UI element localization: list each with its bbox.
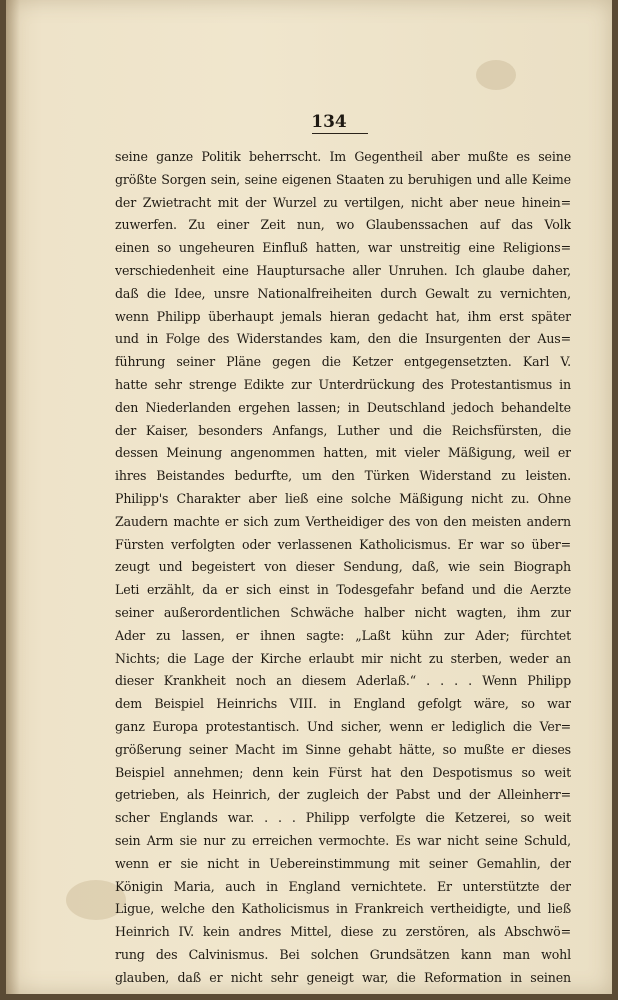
text-line: Nichts; die Lage der Kirche erlaubt mir nicht zu sterben, weder an	[115, 650, 571, 666]
text-line: der Kaiser, besonders Anfangs, Luther und die Reichsfürsten, die	[115, 422, 571, 438]
text-line: Philipp's Charakter aber ließ eine solche Mäßigung nicht zu. Ohne	[115, 490, 571, 506]
text-line: einen so ungeheuren Einfluß hatten, war unstreitig eine Religions=	[115, 240, 571, 256]
text-line: der Zwietracht mit der Wurzel zu vertilgen, nicht aber neue hinein=	[115, 194, 571, 210]
text-line: Heinrich IV. kein andres Mittel, diese zu zerstören, als Abschwö=	[115, 924, 571, 940]
text-line: dessen Meinung angenommen hatten, mit vieler Mäßigung, weil er	[115, 445, 571, 461]
text-line: glauben, daß er nicht sehr geneigt war, die Reformation in seinen	[115, 969, 571, 985]
text-line: wenn Philipp überhaupt jemals hieran gedacht hat, ihm erst später	[115, 308, 571, 324]
text-line: ganz Europa protestantisch. Und sicher, wenn er lediglich die Ver=	[115, 718, 571, 734]
text-line: seiner außerordentlichen Schwäche halber nicht wagten, ihm zur	[115, 604, 571, 620]
text-line: Königin Maria, auch in England vernichtete. Er unterstützte der	[115, 878, 571, 894]
text-line: zuwerfen. Zu einer Zeit nun, wo Glaubenssachen auf das Volk	[115, 217, 571, 233]
text-line: dem Beispiel Heinrichs VIII. in England gefolgt wäre, so war	[115, 696, 571, 712]
text-line: ihres Beistandes bedurfte, um den Türken Widerstand zu leisten.	[115, 468, 571, 484]
text-line: dieser Krankheit noch an diesem Aderlaß.“ . . . . Wenn Philipp	[115, 673, 571, 689]
text-line: Beispiel annehmen; denn kein Fürst hat den Despotismus so weit	[115, 764, 571, 780]
text-line: rung des Calvinismus. Bei solchen Grundsätzen kann man wohl	[115, 946, 571, 962]
page-number: 134	[311, 112, 347, 132]
text-line: getrieben, als Heinrich, der zugleich der Pabst und der Alleinherr=	[115, 787, 571, 803]
text-line: den Niederlanden ergehen lassen; in Deutschland jedoch behandelte	[115, 399, 571, 415]
text-line: Ader zu lassen, er ihnen sagte: „Laßt kühn zur Ader; fürchtet	[115, 627, 571, 643]
text-line: verschiedenheit eine Hauptursache aller Unruhen. Ich glaube daher,	[115, 262, 571, 278]
text-line: wenn er sie nicht in Uebereinstimmung mit seiner Gemahlin, der	[115, 855, 571, 871]
text-line: seine ganze Politik beherrscht. Im Gegentheil aber mußte es seine	[115, 149, 571, 164]
text-line: führung seiner Pläne gegen die Ketzer entgegensetzten. Karl V.	[115, 354, 571, 370]
text-line: zeugt und begeistert von dieser Sendung, daß, wie sein Biograph	[115, 559, 571, 575]
text-line: Fürsten verfolgten oder verlassenen Katholicismus. Er war so über=	[115, 536, 571, 552]
page-fold-shadow	[6, 0, 20, 994]
text-line: daß die Idee, unsre Nationalfreiheiten durch Gewalt zu vernichten,	[115, 285, 571, 301]
text-line: Leti erzählt, da er sich einst in Todesgefahr befand und die Aerzte	[115, 582, 571, 598]
text-line: sein Arm sie nur zu erreichen vermochte. Es war nicht seine Schuld,	[115, 832, 571, 848]
text-line: größte Sorgen sein, seine eigenen Staaten zu beruhigen und alle Keime	[115, 171, 571, 187]
text-line: hatte sehr strenge Edikte zur Unterdrückung des Protestantismus in	[115, 376, 571, 392]
text-line: scher Englands war. . . . Philipp verfolgte die Ketzerei, so weit	[115, 810, 571, 826]
paper-stain	[476, 60, 516, 90]
header-rule	[312, 133, 368, 134]
text-line: und in Folge des Widerstandes kam, den die Insurgenten der Aus=	[115, 331, 571, 347]
body-text	[115, 146, 571, 989]
text-line: Zaudern machte er sich zum Vertheidiger des von den meisten andern	[115, 513, 571, 529]
text-line: größerung seiner Macht im Sinne gehabt hätte, so mußte er dieses	[115, 741, 571, 757]
text-line: Ligue, welche den Katholicismus in Frankreich vertheidigte, und ließ	[115, 901, 571, 917]
